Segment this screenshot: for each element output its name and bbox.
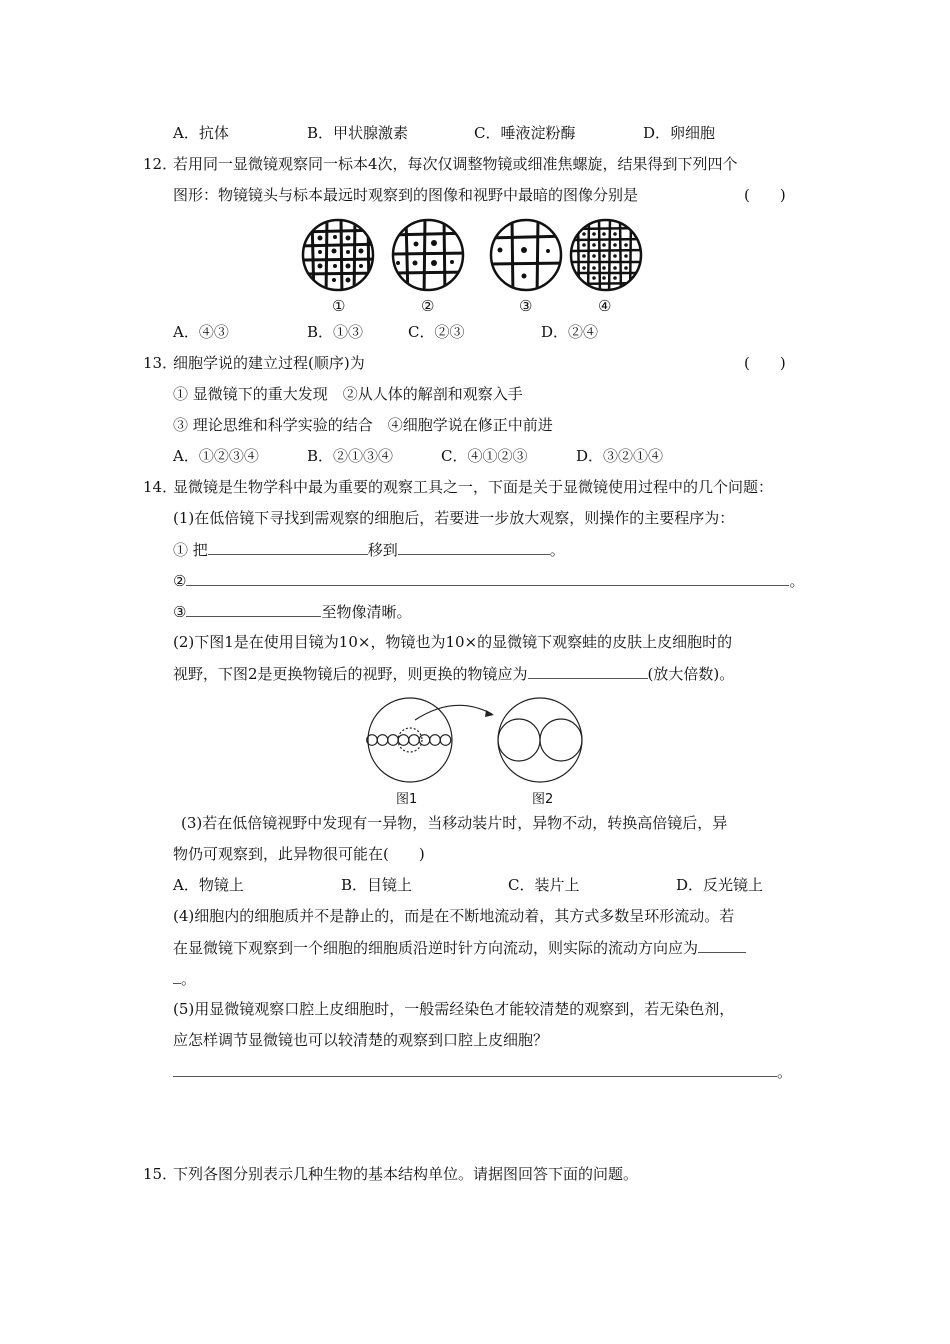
q11-option-a: A．抗体 <box>173 124 229 142</box>
q14-part3-option-d: D．反光镜上 <box>676 876 764 894</box>
micrograph-1 <box>300 218 380 298</box>
q12-option-c: C．②③ <box>408 323 465 341</box>
q14-part4-line2 <box>173 937 746 958</box>
part4-end: 。 <box>181 970 197 988</box>
micrograph-3 <box>488 218 568 298</box>
step1-prefix: ① 把 <box>173 541 208 559</box>
q14-part3-line1: (3)若在低倍镜视野中发现有一异物，当移动装片时，异物不动，转换高倍镜后，异 <box>181 814 728 832</box>
q14-number: 14． <box>143 478 178 496</box>
q14-step3 <box>173 601 411 622</box>
part4-blank-a[interactable] <box>698 937 746 953</box>
part4-blank-b[interactable] <box>173 968 181 984</box>
q11-option-b: B．甲状腺激素 <box>307 124 409 142</box>
step3-blank[interactable] <box>186 601 321 617</box>
step1-blank-b[interactable] <box>398 539 550 555</box>
q14-part5-line1: (5)用显微镜观察口腔上皮细胞时，一般需经染色才能较清楚的观察到，若无染色剂， <box>173 1000 735 1018</box>
figure1-caption: 图1 <box>396 792 418 807</box>
part5-end: 。 <box>777 1063 793 1081</box>
q14-figure-microscope-fields <box>360 700 590 790</box>
q12-stem-line2: 图形：物镜镜头与标本最远时观察到的图像和视野中最暗的图像分别是 <box>173 186 639 204</box>
q12-option-d: D．②④ <box>541 323 599 341</box>
q14-part2-line1: (2)下图1是在使用目镜为10×，物镜也为10×的显微镜下观察蛙的皮肤上皮细胞时的 <box>173 633 733 651</box>
q14-part2-line2 <box>173 663 734 684</box>
q12-number: 12． <box>143 155 178 173</box>
q14-intro: 显微镜是生物学科中最为重要的观察工具之一，下面是关于显微镜使用过程中的几个问题： <box>173 478 774 496</box>
micrograph-4 <box>568 218 648 298</box>
q12-option-b: B．①③ <box>307 323 364 341</box>
q13-option-b: B．②①③④ <box>307 447 394 465</box>
q12-image-label-1: ① <box>332 297 346 315</box>
q14-part4-line3 <box>173 968 196 989</box>
q14-part3-option-c: C．装片上 <box>508 876 580 894</box>
q14-step1 <box>173 539 565 560</box>
figure2-caption: 图2 <box>532 792 554 807</box>
q13-items-line2: ③ 理论思维和科学实验的结合 ④细胞学说在修正中前进 <box>173 416 553 434</box>
q11-option-c: C．唾液淀粉酶 <box>474 124 576 142</box>
q13-answer-paren: ( ) <box>744 354 786 372</box>
part2-blank[interactable] <box>528 663 648 679</box>
step1-mid: 移到 <box>367 541 398 559</box>
part2-suffix: (放大倍数)。 <box>647 665 735 683</box>
step3-end: 至物像清晰。 <box>321 603 412 621</box>
q14-part3-line2: 物仍可观察到，此异物很可能在( ) <box>173 845 425 863</box>
q14-part3-option-a: A．物镜上 <box>173 876 244 894</box>
step1-end: 。 <box>549 541 565 559</box>
q12-answer-paren: ( ) <box>744 186 786 204</box>
q15-stem: 下列各图分别表示几种生物的基本结构单位。请据图回答下面的问题。 <box>173 1165 639 1183</box>
q12-stem-line1: 若用同一显微镜观察同一标本4次，每次仅调整物镜或细准焦螺旋，结果得到下列四个 <box>173 155 738 173</box>
q14-part5-line2: 应怎样调节显微镜也可以较清楚的观察到口腔上皮细胞？ <box>173 1031 549 1049</box>
q13-items-line1: ① 显微镜下的重大发现 ②从人体的解剖和观察入手 <box>173 385 523 403</box>
micrograph-2 <box>390 218 470 298</box>
q14-step2 <box>173 570 804 591</box>
figure2-field <box>498 698 582 782</box>
q14-part1: (1)在低倍镜下寻找到需观察的细胞后，若要进一步放大观察，则操作的主要程序为： <box>173 509 735 527</box>
q14-part4-line1: (4)细胞内的细胞质并不是静止的，而是在不断地流动着，其方式多数呈环形流动。若 <box>173 907 735 925</box>
part4-text: 在显微镜下观察到一个细胞的细胞质沿逆时针方向流动，则实际的流动方向应为 <box>173 939 699 957</box>
figure1-field <box>367 698 452 782</box>
step3-prefix: ③ <box>173 603 187 621</box>
q15-number: 15． <box>143 1165 178 1183</box>
q11-option-d: D．卵细胞 <box>643 124 716 142</box>
q13-option-a: A．①②③④ <box>173 447 259 465</box>
part2-text: 视野，下图2是更换物镜后的视野，则更换的物镜应为 <box>173 665 528 683</box>
step1-blank-a[interactable] <box>208 539 368 555</box>
q13-number: 13． <box>143 354 178 372</box>
step2-blank[interactable] <box>186 570 789 586</box>
q12-image-label-3: ③ <box>519 297 533 315</box>
q12-image-label-2: ② <box>421 297 435 315</box>
part5-blank[interactable] <box>173 1061 777 1077</box>
q13-option-d: D．③②①④ <box>576 447 664 465</box>
q14-part5-answer <box>173 1061 792 1082</box>
step2-end: 。 <box>789 572 805 590</box>
q12-image-label-4: ④ <box>598 297 612 315</box>
q13-option-c: C．④①②③ <box>441 447 528 465</box>
q13-stem: 细胞学说的建立过程(顺序)为 <box>173 354 365 372</box>
q12-option-a: A．④③ <box>173 323 229 341</box>
q14-part3-option-b: B．目镜上 <box>341 876 413 894</box>
arrow <box>415 705 492 720</box>
step2-prefix: ② <box>173 572 187 590</box>
